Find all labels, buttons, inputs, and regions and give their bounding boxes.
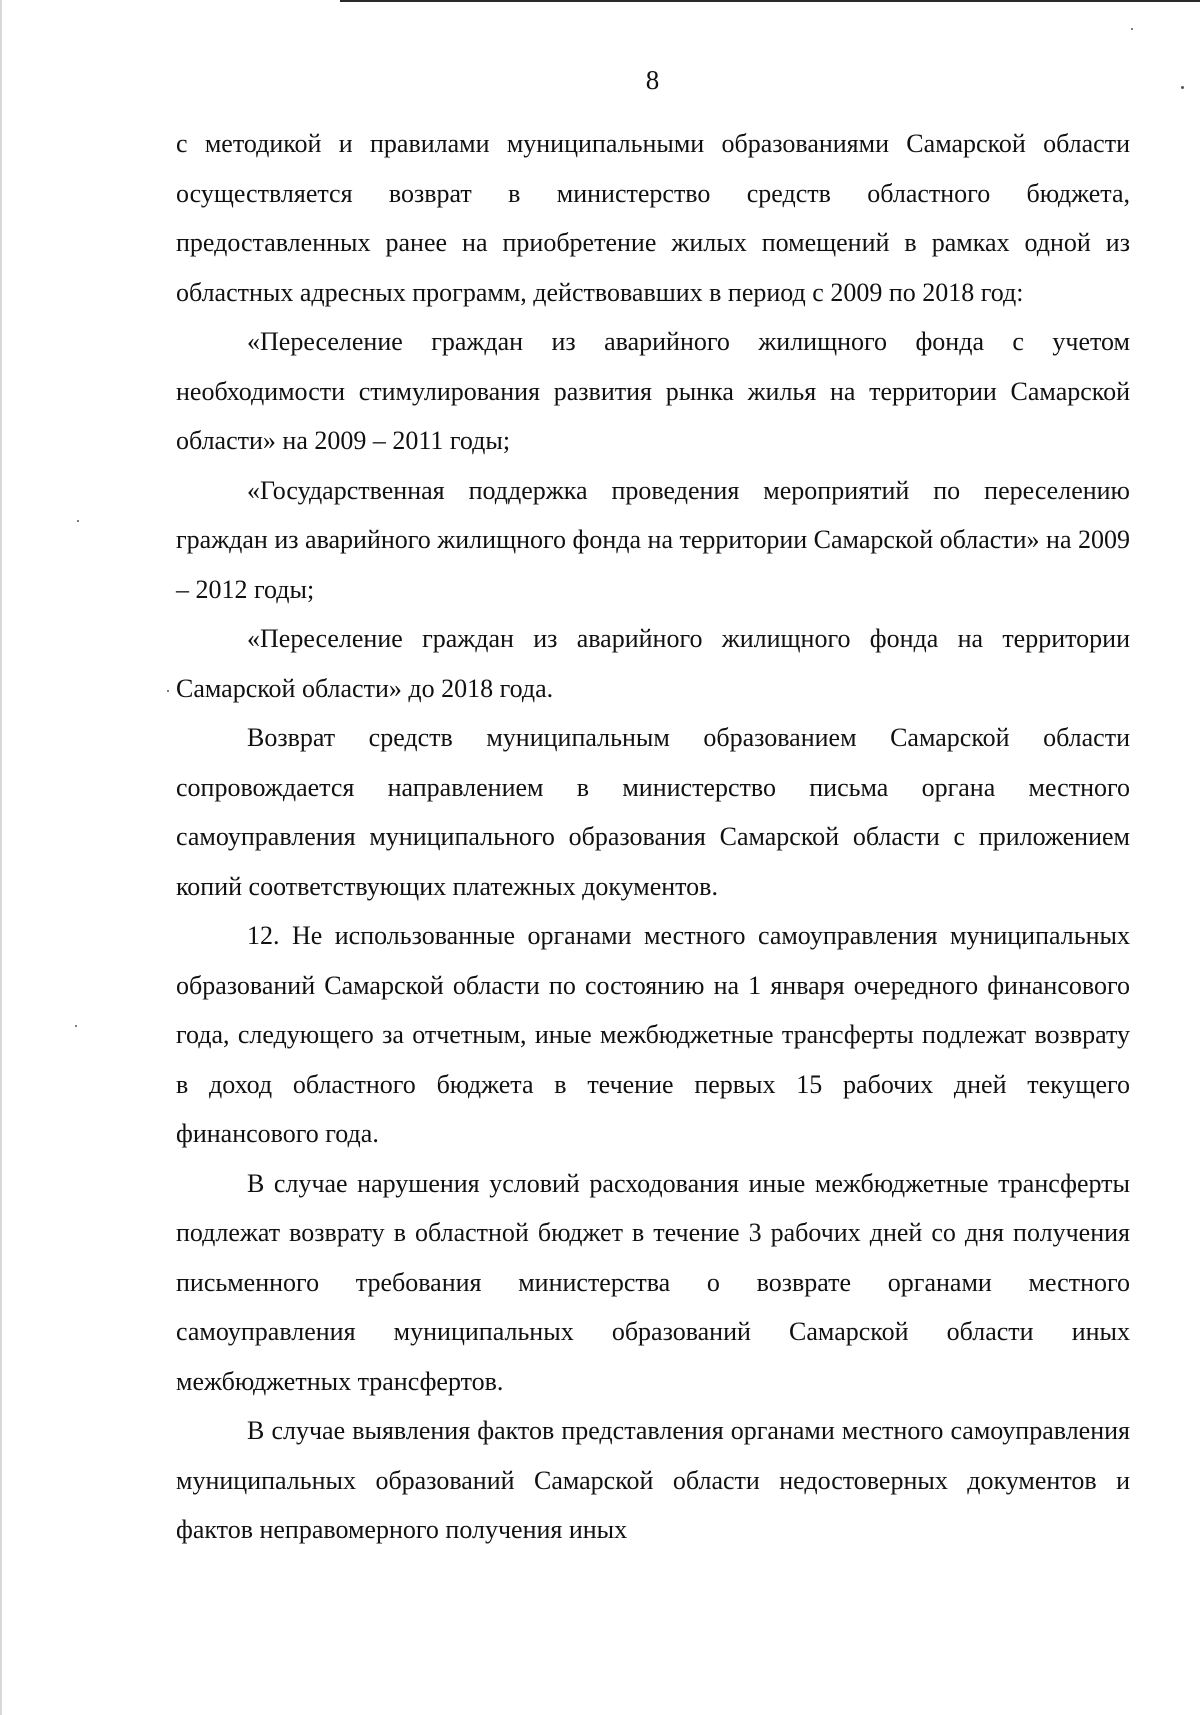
document-body: [176, 119, 1130, 1555]
scan-edge-top: [340, 0, 1200, 2]
scan-speck: [77, 520, 79, 522]
paragraph-return-of-funds: Возврат средств муниципальным образованием Самарской области сопровождается направлением в министерство письма органа местного самоуправления муниципального образования Самарской области с приложением копий соответствующих платежных документов.: [176, 723, 1130, 901]
paragraph-program-2: «Государственная поддержка проведения мероприятий по переселению граждан из аварийного жилищного фонда на территории Самарской области» на 2009 – 2012 годы;: [176, 475, 1131, 604]
paragraph-program-3: «Переселение граждан из аварийного жилищного фонда на территории Самарской области» до 2018 года.: [176, 624, 1130, 703]
paragraph-false-documents-case: В случае выявления фактов представления органами местного самоуправления муниципальных образований Самарской области недостоверных документов и фактов неправомерного получения иных: [176, 1416, 1130, 1544]
scan-edge-left: [0, 0, 2, 1715]
scan-speck: [1181, 86, 1184, 89]
paragraph-program-1: «Переселение граждан из аварийного жилищного фонда с учетом необходимости стимулирования развития рынка жилья на территории Самарской области» на 2009 – 2011 годы;: [176, 327, 1130, 455]
scan-speck: [1131, 28, 1133, 30]
paragraph-item-12: 12. Не использованные органами местного самоуправления муниципальных образований Самарской области по состоянию на 1 января очередного финансового года, следующего за отчетным, иные межбюджетные трансферты подлежат возврату в доход областного бюджета в течение первых 15 рабочих дней текущего финансового года.: [176, 921, 1130, 1148]
scan-speck: [167, 690, 169, 692]
page-number: 8: [645, 65, 660, 95]
paragraph-violation-case: В случае нарушения условий расходования иные межбюджетные трансферты подлежат возврату в областной бюджет в течение 3 рабочих дней со дня получения письменного требования министерства о возврате органами местного самоуправления муниципальных образований Самарской области иных межбюджетных трансфертов.: [176, 1168, 1130, 1396]
scan-speck: [75, 1025, 77, 1027]
paragraph-continuation: с методикой и правилами муниципальными образованиями Самарской области осуществляется возврат в министерство средств областного бюджета, предоставленных ранее на приобретение жилых помещений в рамках одной из областных адресных программ, действовавших в период с 2009 по 2018 год:: [176, 129, 1130, 307]
